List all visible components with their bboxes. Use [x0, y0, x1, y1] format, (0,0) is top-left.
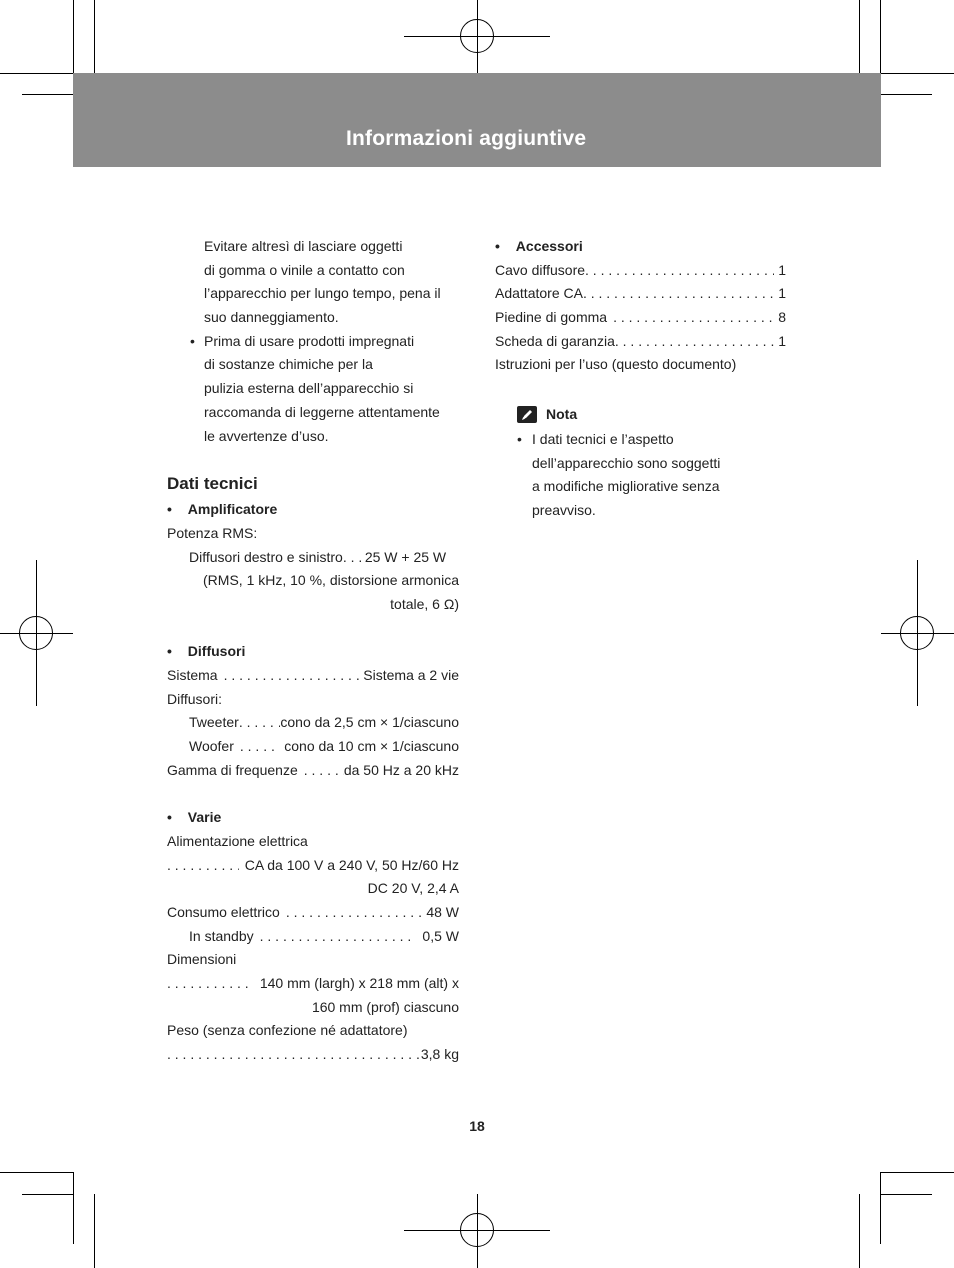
spec-row [167, 664, 459, 688]
text-line: di gomma o vinile a contatto con [204, 261, 405, 278]
left-column [167, 235, 459, 1067]
heading-label: Diffusori [187, 643, 246, 660]
bullet-icon: • [167, 809, 172, 826]
leader-dots [615, 330, 774, 354]
accessory-qty: 8 [778, 309, 786, 326]
accessory-row [495, 259, 786, 283]
spec-label: Alimentazione elettrica [167, 832, 308, 849]
leader-dots [240, 735, 280, 759]
right-column [495, 235, 786, 523]
accessory-row [495, 330, 786, 354]
bullet-icon: • [190, 332, 195, 349]
spec-value: CA da 100 V a 240 V, 50 Hz/60 Hz [244, 856, 459, 873]
spec-value: (RMS, 1 kHz, 10 %, distorsione armonica [203, 572, 459, 589]
spec-value: 0,5 W [422, 927, 459, 944]
heading-label: Accessori [515, 238, 583, 254]
page-title: Informazioni aggiuntive [346, 127, 587, 150]
leader-dots [613, 306, 774, 330]
page-number: 18 [469, 1118, 485, 1134]
spec-value: totale, 6 Ω) [390, 595, 459, 612]
accessory-qty: 1 [778, 261, 786, 278]
spec-value: 140 mm (largh) x 218 mm (alt) x [259, 974, 459, 991]
text-line: le avvertenze d’uso. [204, 427, 329, 444]
spec-label: Woofer [189, 738, 234, 755]
spec-label: Peso (senza confezione né adattatore) [167, 1022, 408, 1039]
text-line: preavviso. [532, 501, 596, 518]
spec-row [167, 972, 459, 996]
spec-value: Sistema a 2 vie [363, 667, 459, 683]
text-line: l’apparecchio per lungo tempo, pena il [204, 285, 441, 302]
spec-label: Consumo elettrico [167, 903, 280, 920]
accessori-heading [495, 235, 786, 259]
spec-row [167, 1043, 459, 1067]
leader-dots [583, 282, 774, 306]
bullet-icon: • [495, 238, 500, 254]
spec-value: 48 W [426, 903, 459, 920]
varie-heading [167, 806, 459, 830]
note-heading [517, 403, 786, 427]
spec-label: Dimensioni [167, 951, 237, 968]
spec-value: cono da 2,5 cm × 1/ciascuno [280, 714, 459, 731]
spec-row [167, 925, 459, 949]
bullet-item [167, 330, 459, 448]
spec-row [167, 901, 459, 925]
diffusori-heading [167, 640, 459, 664]
accessory-label: Piedine di gomma [495, 309, 608, 326]
text-line: suo danneggiamento. [204, 309, 339, 326]
leader-dots [167, 1043, 421, 1067]
leader-dots [260, 925, 415, 949]
leader-dots [286, 901, 426, 925]
spec-label: In standby [189, 927, 254, 944]
accessory-label: Cavo diffusore [495, 261, 586, 278]
text-line: a modifiche migliorative senza [532, 478, 720, 495]
text-line: pulizia esterna dell’apparecchio si [204, 380, 414, 397]
leader-dots [585, 259, 774, 283]
leader-dots [224, 664, 362, 688]
heading-label: Amplificatore [187, 501, 278, 518]
spec-row [167, 711, 459, 735]
spec-label: Diffusori destro e sinistro [189, 548, 343, 565]
spec-value: da 50 Hz a 20 kHz [343, 761, 459, 778]
accessory-row [495, 282, 786, 306]
bullet-icon: • [167, 501, 172, 518]
spec-row [167, 854, 459, 878]
text-line: I dati tecnici e l’aspetto [532, 430, 674, 447]
intro-paragraph [167, 235, 459, 330]
text-line: dell’apparecchio sono soggetti [532, 454, 721, 471]
bullet-icon: • [517, 430, 522, 447]
header-banner [73, 73, 881, 167]
spec-value: DC 20 V, 2,4 A [367, 880, 459, 897]
text-line: di sostanze chimiche per la [204, 356, 373, 373]
accessory-label: Adattatore CA [495, 285, 583, 302]
text-line: raccomanda di leggerne attentamente [204, 403, 440, 420]
spec-label: Diffusori: [167, 690, 222, 707]
spec-label: Sistema [167, 667, 218, 683]
pencil-note-icon [517, 406, 537, 423]
spec-value: 3,8 kg [420, 1046, 459, 1062]
spec-value: 25 W + 25 W [364, 548, 447, 565]
note-bullet [517, 428, 786, 523]
text-line: Prima di usare prodotti impregnati [204, 332, 415, 349]
spec-value: 160 mm (prof) ciascuno [311, 998, 459, 1015]
accessory-row [495, 306, 786, 330]
accessory-label: Scheda di garanzia [495, 332, 615, 349]
leader-dots [239, 711, 281, 735]
spec-label: Gamma di frequenze [167, 761, 298, 778]
spec-row [167, 546, 459, 570]
bullet-icon: • [167, 643, 172, 660]
accessory-manual: Istruzioni per l’uso (questo documento) [495, 356, 737, 373]
leader-dots [167, 972, 249, 996]
note-title: Nota [546, 406, 578, 423]
section-title: Dati tecnici [167, 474, 258, 494]
spec-value: cono da 10 cm × 1/ciascuno [284, 738, 459, 755]
note-box [495, 403, 786, 522]
spec-label: Tweeter [189, 714, 239, 731]
accessory-qty: 1 [778, 285, 786, 302]
accessory-qty: 1 [778, 332, 786, 349]
spec-label: Potenza RMS: [167, 524, 258, 541]
amp-heading [167, 498, 459, 522]
spec-row [167, 735, 459, 759]
leader-dots [167, 854, 239, 878]
text-line: Evitare altresì di lasciare oggetti [204, 238, 403, 254]
leader-dots [304, 759, 344, 783]
leader-dots [343, 546, 365, 570]
spec-row [167, 759, 459, 783]
heading-label: Varie [187, 809, 222, 826]
